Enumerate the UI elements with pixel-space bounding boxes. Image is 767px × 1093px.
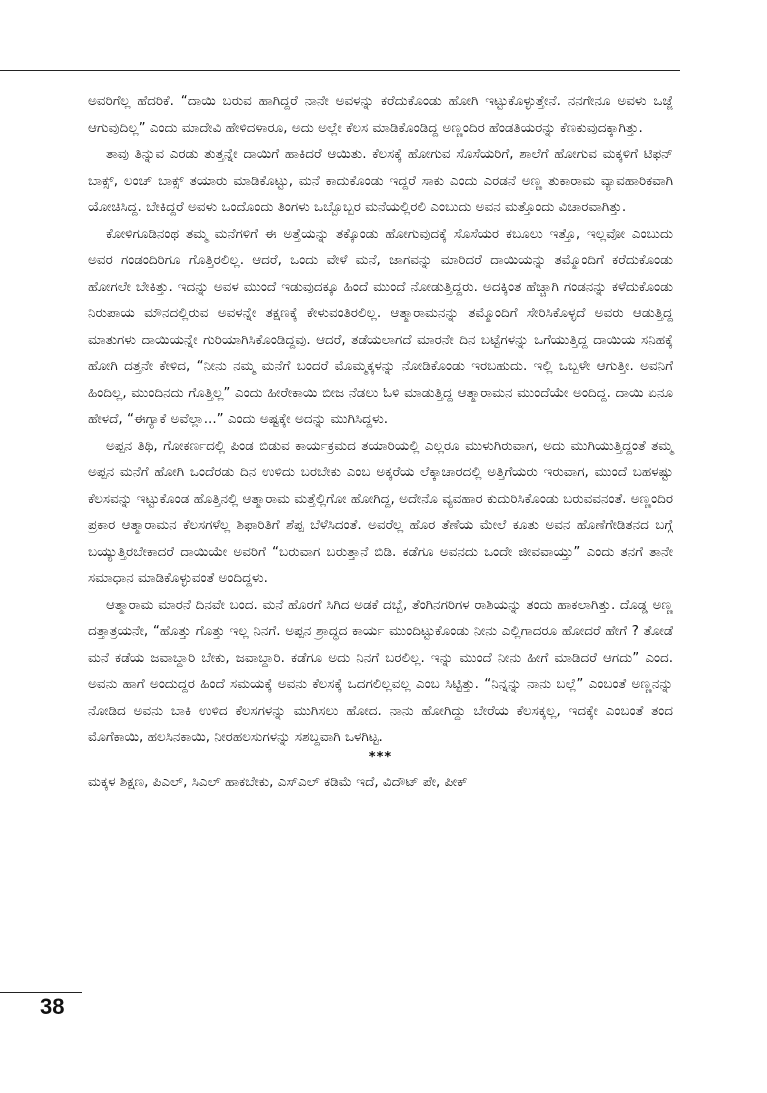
next-section-line: ಮಕ್ಕಳ ಶಿಕ್ಷಣ, ಪಿಎಲ್, ಸಿಎಲ್ ಹಾಕಬೇಕು, ಎಸ್ಎಲ್ ಕಡಿಮೆ ಇದೆ, ವಿದೌಟ್ ಪೇ, ಪೀಕ್ [88, 773, 468, 790]
paragraph-1: ಅವರಿಗೆಲ್ಲ ಹೆದರಿಕೆ. “ದಾಯಿ ಬರುವ ಹಾಗಿದ್ದರೆ ನಾನೇ ಅವಳನ್ನು ಕರೆದುಕೊಂಡು ಹೋಗಿ ಇಟ್ಟುಕೊಳ್ಳುತ್ತೇನೆ. ನನಗೇನೂ ಅವಳು ಒಜ್ಜೆ ಆಗುವುದಿಲ್ಲ” ಎಂದು ಮಾದೇವಿ ಹೇಳಿದಳಾರೂ, ಅದು ಅಲ್ಲೇ ಕೆಲಸ ಮಾಡಿಕೊಂಡಿದ್ದ ಅಣ್ಣಂದಿರ ಹೆಂಡತಿಯರನ್ನು ಕೆಣಕುವುದಕ್ಕಾಗಿತ್ತು. [88, 93, 673, 136]
text-column [88, 88, 673, 795]
paragraph-2: ತಾವು ತಿನ್ನುವ ಎರಡು ತುತ್ತನ್ನೇ ದಾಯಿಗೆ ಹಾಕಿದರೆ ಆಯಿತು. ಕೆಲಸಕ್ಕೆ ಹೋಗುವ ಸೊಸೆಯರಿಗೆ, ಶಾಲೆಗೆ ಹೋಗುವ ಮಕ್ಕಳಿಗೆ ಟಿಫನ್ ಬಾಕ್ಸ್, ಲಂಚ್ ಬಾಕ್ಸ್ ತಯಾರು ಮಾಡಿಕೊಟ್ಟು, ಮನೆ ಕಾದುಕೊಂಡು ಇದ್ದರೆ ಸಾಕು ಎಂದು ಎರಡನೆ ಅಣ್ಣ ತುಕಾರಾಮ ವ್ಯಾವಹಾರಿಕವಾಗಿ ಯೋಚಿಸಿದ್ದ. ಬೇಕಿದ್ದರೆ ಅವಳು ಒಂದೊಂದು ತಿಂಗಳು ಒಬ್ಬೊಬ್ಬರ ಮನೆಯಲ್ಲಿರಲಿ ಎಂಬುದು ಅವನ ಮತ್ತೊಂದು ವಿಚಾರವಾಗಿತ್ತು. [88, 146, 673, 215]
bottom-rule [0, 992, 82, 993]
paragraph-4: ಅಪ್ಪನ ತಿಥಿ, ಗೋಕರ್ಣದಲ್ಲಿ ಪಿಂಡ ಬಿಡುವ ಕಾರ್ಯಕ್ರಮದ ತಯಾರಿಯಲ್ಲಿ ಎಲ್ಲರೂ ಮುಳುಗಿರುವಾಗ, ಅದು ಮುಗಿಯುತ್ತಿದ್ದಂತೆ ತಮ್ಮ ಅಪ್ಪನ ಮನೆಗೆ ಹೋಗಿ ಒಂದೆರಡು ದಿನ ಉಳಿದು ಬರಬೇಕು ಎಂಬ ಅಕ್ಕರೆಯ ಲೆಕ್ಕಾಚಾರದಲ್ಲಿ ಅತ್ತಿಗೆಯರು ಇರುವಾಗ, ಮುಂದೆ ಬಹಳಷ್ಟು ಕೆಲಸವನ್ನು ಇಟ್ಟುಕೊಂಡ ಹೊತ್ತಿನಲ್ಲಿ ಆತ್ಮಾರಾಮ ಮತ್ತೆಲ್ಲಿಗೋ ಹೋಗಿದ್ದ, ಅದೇನೊ ವ್ಯವಹಾರ ಕುದುರಿಸಿಕೊಂಡು ಬರುವವನಂತೆ. ಅಣ್ಣಂದಿರ ಪ್ರಕಾರ ಆತ್ಮಾರಾಮನ ಕೆಲಸಗಳೆಲ್ಲ ಶಿಫಾರಿತಿಗೆ ಶೆಪ್ಪ ಬೆಳೆಸಿದಂತೆ. ಅವರೆಲ್ಲ ಹೊರ ತೆಣೆಯ ಮೇಲೆ ಕೂತು ಅವನ ಹೊಣೆಗೇಡಿತನದ ಬಗ್ಗೆ ಬಯ್ಯುತ್ತಿರಬೇಕಾದರೆ ದಾಯಿಯೇ ಅವರಿಗೆ “ಬರುವಾಗ ಬರುತ್ತಾನೆ ಬಿಡಿ. ಕಡೆಗೂ ಅವನದು ಒಂದೇ ಜೀವವಾಯ್ತು” ಎಂದು ತನಗೆ ತಾನೇ ಸಮಾಧಾನ ಮಾಡಿಕೊಳ್ಳುವಂತೆ ಅಂದಿದ್ದಳು. [88, 437, 673, 586]
page-number: 38 [40, 994, 65, 1019]
section-divider: *** [368, 749, 393, 765]
top-rule [0, 70, 680, 71]
paragraph-3: ಕೋಳಿಗೂಡಿನಂಥ ತಮ್ಮ ಮನೆಗಳಿಗೆ ಈ ಅತ್ತೆಯನ್ನು ತಕ್ಕೊಂಡು ಹೋಗುವುದಕ್ಕೆ ಸೊಸೆಯರ ಕಬೂಲು ಇತ್ತೊ, ಇಲ್ಲವೋ ಎಂಬುದು ಅವರ ಗಂಡಂದಿರಿಗೂ ಗೊತ್ತಿರಲಿಲ್ಲ. ಆದರೆ, ಒಂದು ವೇಳೆ ಮನೆ, ಜಾಗವನ್ನು ಮಾರಿದರೆ ದಾಯಿಯನ್ನು ತಮ್ಮೊಂದಿಗೆ ಕರೆದುಕೊಂಡು ಹೋಗಲೇ ಬೇಕಿತ್ತು. ಇದನ್ನು ಅವಳ ಮುಂದೆ ಇಡುವುದಕ್ಕೂ ಹಿಂದೆ ಮುಂದೆ ನೋಡುತ್ತಿದ್ದರು. ಅದಕ್ಕಿಂತ ಹೆಚ್ಚಾಗಿ ಗಂಡನನ್ನು ಕಳೆದುಕೊಂಡು ನಿರುಪಾಯ ಮೌನದಲ್ಲಿರುವ ಅವಳನ್ನೇ ತಕ್ಷಣಕ್ಕೆ ಕೇಳುವಂತಿರಲಿಲ್ಲ. ಆತ್ಮಾರಾಮನನ್ನು ತಮ್ಮೊಂದಿಗೆ ಸೇರಿಸಿಕೊಳ್ಳದೆ ಅವರು ಆಡುತ್ತಿದ್ದ ಮಾತುಗಳು ದಾಯಿಯನ್ನೇ ಗುರಿಯಾಗಿಸಿಕೊಂಡಿದ್ದವು. ಆದರೆ, ತಡೆಯಲಾಗದೆ ಮಾರನೇ ದಿನ ಬಟ್ಟೆಗಳನ್ನು ಒಗೆಯುತ್ತಿದ್ದ ದಾಯಿಯ ಸನಿಹಕ್ಕೆ ಹೋಗಿ ದತ್ತನೇ ಕೇಳಿದ, “ನೀನು ನಮ್ಮ ಮನೆಗೆ ಬಂದರೆ ಮೊಮ್ಮಕ್ಕಳನ್ನು ನೋಡಿಕೊಂಡು ಇರಬಹುದು. ಇಲ್ಲಿ ಒಬ್ಬಳೇ ಆಗುತ್ತೀ. ಅವನಿಗೆ ಹಿಂದಿಲ್ಲ, ಮುಂದಿನದು ಗೊತ್ತಿಲ್ಲ” ಎಂದು ಹೀರೇಕಾಯಿ ಬೀಜ ನೆಡಲು ಓಳಿ ಮಾಡುತ್ತಿದ್ದ ಆತ್ಮಾರಾಮನ ಮುಂದೆಯೇ ಅಂದಿದ್ದ. ದಾಯಿ ಏನೂ ಹೇಳದೆ, “ಈಗ್ಯಾಕೆ ಅವೆಲ್ಲಾ...” ಎಂದು ಅಷ್ಟಕ್ಕೇ ಅದನ್ನು ಮುಗಿಸಿದ್ದಳು. [88, 225, 673, 427]
paragraph-5: ಆತ್ಮಾರಾಮ ಮಾರನೆ ದಿನವೇ ಬಂದ. ಮನೆ ಹೊರಗೆ ಸಿಗಿದ ಅಡಕೆ ದಬ್ಬೆ, ತೆಂಗಿನಗರಿಗಳ ರಾಶಿಯನ್ನು ತಂದು ಹಾಕಲಾಗಿತ್ತು. ದೊಡ್ಡ ಅಣ್ಣ ದತ್ತಾತ್ರಯನೇ, “ಹೊತ್ತು ಗೊತ್ತು ಇಲ್ಲ ನಿನಗೆ. ಅಪ್ಪನ ಶ್ರಾದ್ಧದ ಕಾರ್ಯ ಮುಂದಿಟ್ಟುಕೊಂಡು ನೀನು ಎಲ್ಲಿಗಾದರೂ ಹೋದರೆ ಹೇಗೆ ? ತೋಡೆ ಮನೆ ಕಡೆಯ ಜವಾಬ್ದಾರಿ ಬೇಕು, ಜವಾಬ್ದಾರಿ. ಕಡೆಗೂ ಅದು ನಿನಗೆ ಬರಲಿಲ್ಲ. ಇನ್ನು ಮುಂದೆ ನೀನು ಹೀಗೆ ಮಾಡಿದರೆ ಆಗದು” ಎಂದ. ಅವನು ಹಾಗೆ ಅಂದುದ್ದರ ಹಿಂದೆ ಸಮಯಕ್ಕೆ ಅವನು ಕೆಲಸಕ್ಕೆ ಒದಗಲಿಲ್ಲವಲ್ಲ ಎಂಬ ಸಿಟ್ಟಿತ್ತು. “ನಿನ್ನನ್ನು ನಾನು ಬಲ್ಲೆ” ಎಂಬಂತೆ ಅಣ್ಣನನ್ನು ನೋಡಿದ ಅವನು ಬಾಕಿ ಉಳಿದ ಕೆಲಸಗಳನ್ನು ಮುಗಿಸಲು ಹೋದ. ನಾನು ಹೋಗಿದ್ದು ಬೇರೆಯ ಕೆಲಸಕ್ಕಲ್ಲ, ಇದಕ್ಕೇ ಎಂಬಂತೆ ತಂದ ಮೊಗೆಕಾಯಿ, ಹಲಸಿನಕಾಯಿ, ನೀರಹಲಸುಗಳನ್ನು ಸಶಬ್ದವಾಗಿ ಒಳಗಿಟ್ಟ. [88, 596, 673, 745]
